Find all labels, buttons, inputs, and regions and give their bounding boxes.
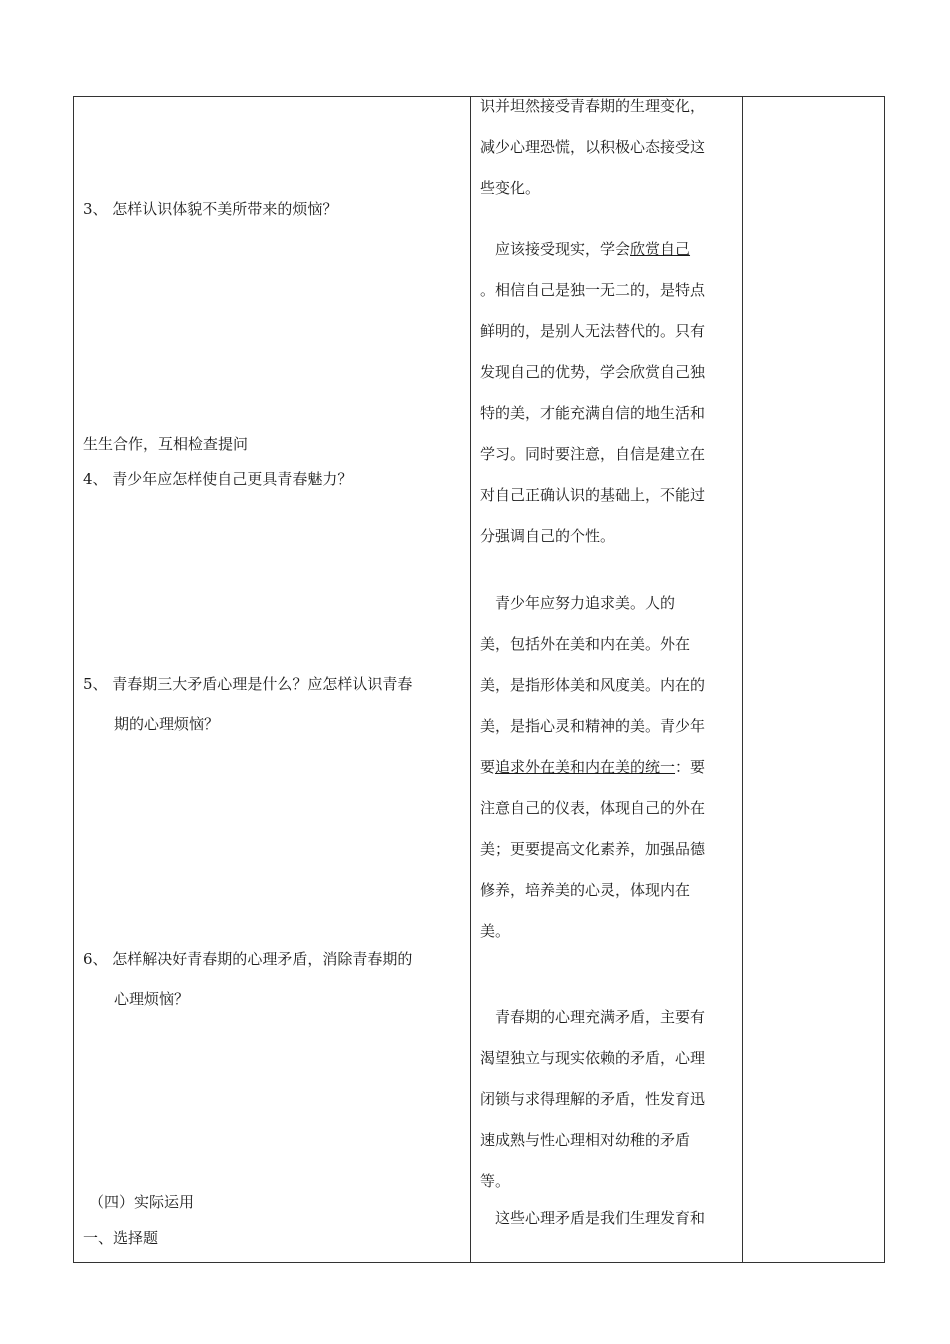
answer-line: 特的美，才能充满自信的地生活和	[480, 404, 706, 422]
answer-line: 学习。同时要注意，自信是建立在	[480, 445, 706, 463]
answer-4-line-5-pre: 要	[480, 758, 496, 776]
answer-3-intro: 应该接受现实，学会	[480, 240, 631, 258]
answer-line: 美。	[480, 922, 511, 940]
answer-line: 这些心理矛盾是我们生理发育和	[480, 1209, 706, 1227]
answer-line: 发现自己的优势，学会欣赏自己独	[480, 363, 706, 381]
section-practical-application: （四）实际运用	[89, 1193, 195, 1211]
answer-line: 。相信自己是独一无二的，是特点	[480, 281, 706, 299]
section-multiple-choice: 一、选择题	[83, 1229, 159, 1247]
answer-line: 等。	[480, 1172, 511, 1190]
answer-line: 美；更要提高文化素养，加强品德	[480, 840, 706, 858]
answer-line: 修养，培养美的心灵，体现内在	[480, 881, 691, 899]
questions-column	[74, 97, 470, 1262]
question-5-line-2: 期的心理烦恼？	[114, 715, 220, 733]
question-3: 3、 怎样认识体貌不美所带来的烦恼？	[83, 200, 338, 218]
question-6-line-2: 心理烦恼？	[114, 990, 190, 1008]
answers-column	[471, 97, 742, 1262]
answer-line: 青春期的心理充满矛盾，主要有	[480, 1008, 706, 1026]
answer-line: 鲜明的，是别人无法替代的。只有	[480, 322, 706, 340]
answer-3-line-1	[480, 238, 690, 260]
answer-line: 美，是指形体美和风度美。内在的	[480, 676, 706, 694]
answer-line: 闭锁与求得理解的矛盾，性发育迅	[480, 1090, 706, 1108]
lesson-table	[73, 96, 885, 1263]
answer-4-keyword: 追求外在美和内在美的统一	[495, 758, 676, 776]
question-4: 4、 青少年应怎样使自己更具青春魅力？	[83, 470, 353, 488]
answer-line: 青少年应努力追求美。人的	[480, 594, 676, 612]
answer-line: 些变化。	[480, 179, 541, 197]
answer-line: 美，是指心灵和精神的美。青少年	[480, 717, 706, 735]
answer-line: 渴望独立与现实依赖的矛盾，心理	[480, 1049, 706, 1067]
answer-line: 美，包括外在美和内在美。外在	[480, 635, 691, 653]
answer-line: 减少心理恐慌，以积极心态接受这	[480, 138, 706, 156]
answer-line: 分强调自己的个性。	[480, 527, 616, 545]
question-5-line-1: 5、 青春期三大矛盾心理是什么？应怎样认识青春	[83, 675, 413, 693]
answer-4-line-5	[480, 756, 705, 778]
answer-line: 识并坦然接受青春期的生理变化，	[480, 97, 706, 115]
notes-column	[743, 97, 884, 1262]
question-6-line-1: 6、 怎样解决好青春期的心理矛盾，消除青春期的	[83, 950, 413, 968]
answer-line: 注意自己的仪表，体现自己的外在	[480, 799, 706, 817]
pair-work-note: 生生合作，互相检查提问	[83, 435, 249, 453]
answer-line: 速成熟与性心理相对幼稚的矛盾	[480, 1131, 691, 1149]
answer-line: 对自己正确认识的基础上，不能过	[480, 486, 706, 504]
answer-3-keyword: 欣赏自己	[630, 240, 691, 258]
answer-4-line-5-post: ：要	[675, 758, 706, 776]
